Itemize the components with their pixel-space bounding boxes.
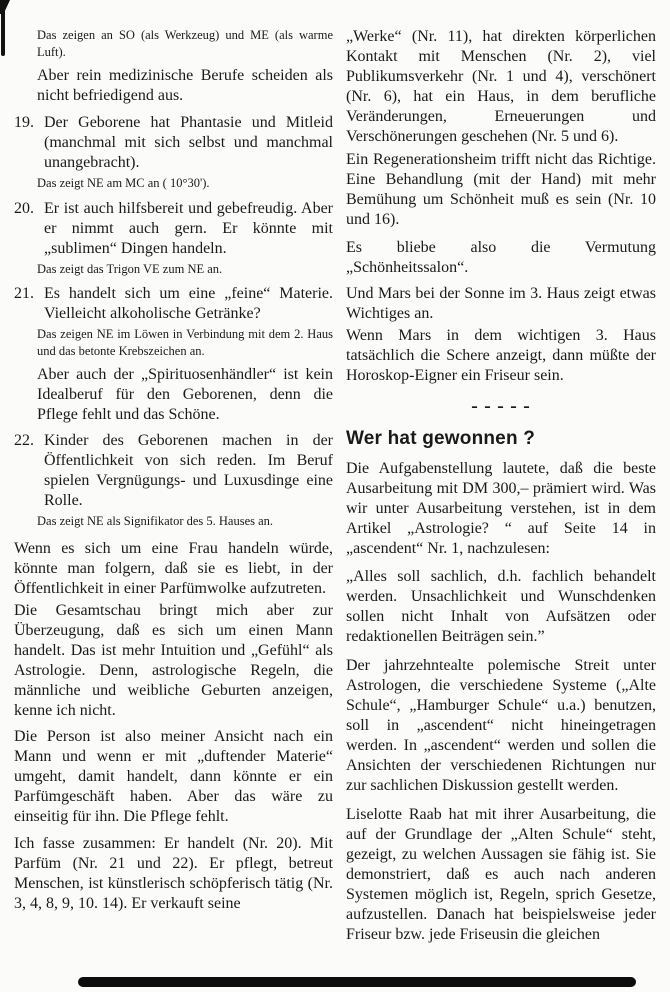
paragraph: „Werke“ (Nr. 11), hat direkten körperlichen Kontakt mit Menschen (Nr. 2), viel Publikumsverkehr (Nr. 1 und 4), verschönert (Nr. 6), hat ein Haus, in dem berufliche Veränderungen, Erneuerungen und Verschönerungen geschehen (Nr. 5 und 6).: [346, 28, 656, 145]
astro-note: Das zeigen an SO (als Werkzeug) und ME (als warme Luft).: [37, 28, 333, 59]
paragraph: Ich fasse zusammen: Er handelt (Nr. 20). Mit Parfüm (Nr. 21 und 22). Er pflegt, betreut Menschen, ist künstlerisch schöpferisch tätig (Nr. 3, 4, 8, 9, 10. 14). Er verkauft seine: [14, 834, 333, 912]
item-number: 19.: [14, 114, 34, 131]
paragraph: Die Aufgabenstellung lautete, daß die beste Ausarbeitung mit DM 300,– prämiert wird. Was wir unter Ausarbeitung verstehen, ist in dem Artikel „Astrologie? “ auf Seite 14 in „ascendent“ Nr. 1, nachzulesen:: [346, 460, 656, 557]
astro-note: Das zeigt das Trigon VE zum NE an.: [37, 261, 223, 276]
left-column: [14, 27, 333, 914]
astro-note: Das zeigt NE als Signifikator des 5. Hauses an.: [37, 514, 274, 528]
item-number: 20.: [14, 199, 34, 217]
scan-artifact-left-edge-line: [1, 0, 5, 56]
paragraph: Die Gesamtschau bringt mich aber zur Überzeugung, daß es sich um einen Mann handelt. Das ist mehr Intuition und „Gefühl“ als Astrologie. Denn, astrologische Regeln, die männliche und weibliche Geburten anzeigen, kenne ich nicht.: [14, 601, 333, 719]
numbered-item-19: [14, 113, 333, 173]
scan-artifact-bottom-bar: [78, 977, 636, 987]
item-number: 21.: [14, 285, 34, 302]
astro-note: Das zeigt NE am MC an ( 10°30').: [37, 176, 210, 190]
item-text: Der Geborene hat Phantasie und Mitleid (manchmal mit sich selbst und manchmal unangebracht).: [44, 114, 333, 171]
paragraph: Wenn es sich um eine Frau handeln würde, könnte man folgern, daß sie es liebt, in der Öffentlichkeit in einer Parfümwolke aufzutreten.: [14, 539, 333, 597]
paragraph: „Alles soll sachlich, d.h. fachlich behandelt werden. Unsachlichkeit und Wunschdenken sollen nicht Inhalt von Aufsätzen oder redaktionellen Beiträgen sein.”: [346, 568, 656, 645]
paragraph: Wenn Mars in dem wichtigen 3. Haus tatsächlich die Schere anzeigt, dann müßte der Horoskop-Eigner ein Friseur sein.: [346, 327, 656, 384]
paragraph: Aber rein medizinische Berufe scheiden als nicht befriedigend aus.: [37, 67, 333, 104]
paragraph: Liselotte Raab hat mit ihrer Ausarbeitung, die auf der Grundlage der „Alten Schule“ steht, gezeigt, zu welchen Aussagen sie fähig ist. Sie demonstriert, daß es auch nach anderen Systemen möglich ist, Regeln, sprich Gesetze, aufzustellen. Danach hat beispielsweise jeder Friseur bzw. jede Friseusin die gleichen: [346, 806, 656, 943]
numbered-item-22: [14, 431, 333, 511]
paragraph: Aber auch der „Spirituosenhändler“ ist kein Idealberuf für den Geborenen, denn die Pflege fehlt und das Schöne.: [37, 366, 333, 423]
section-heading: Wer hat gewonnen ?: [346, 428, 536, 449]
section-divider-dashes: – – – – –: [471, 400, 531, 415]
paragraph: Es bliebe also die Vermutung „Schönheitssalon“.: [346, 239, 656, 276]
numbered-item-21: [14, 284, 333, 324]
paragraph: Ein Regenerationsheim trifft nicht das Richtige. Eine Behandlung (mit der Hand) mit mehr Bemühung um Schönheit muß es sein (Nr. 10 und 16).: [346, 151, 656, 228]
item-text: Kinder des Geborenen machen in der Öffentlichkeit von sich reden. Im Beruf spielen Vergnügungs- und Luxusdinge eine Rolle.: [44, 432, 333, 509]
paragraph: Und Mars bei der Sonne im 3. Haus zeigt etwas Wichtiges an.: [346, 285, 656, 322]
item-text: Er ist auch hilfsbereit und gebefreudig. Aber er nimmt auch gern. Er könnte mit „sublimen“ Dingen handeln.: [44, 199, 333, 257]
astro-note: Das zeigen NE im Löwen in Verbindung mit dem 2. Haus und das betonte Krebszeichen an.: [37, 327, 333, 358]
right-column: [346, 27, 656, 945]
paragraph: Die Person ist also meiner Ansicht nach ein Mann und wenn er mit „duftender Materie“ umgeht, damit handelt, dann könnte er ein Parfümgeschäft haben. Aber das wäre zu einseitig für ihn. Die Pflege fehlt.: [14, 727, 333, 825]
item-number: 22.: [14, 432, 34, 449]
item-text: Es handelt sich um eine „feine“ Materie. Vielleicht alkoholische Getränke?: [44, 285, 333, 322]
paragraph: Der jahrzehntealte polemische Streit unter Astrologen, die verschiedene Systeme („Alte Schule“, „Hamburger Schule“ u.a.) benutzen, soll in „ascendent“ nicht hineingetragen werden. In „ascendent“ werden und sollen die Ansichten der verschiedenen Richtungen nur zur sachlichen Diskussion gestellt werden.: [346, 657, 656, 794]
numbered-item-20: [14, 199, 333, 259]
